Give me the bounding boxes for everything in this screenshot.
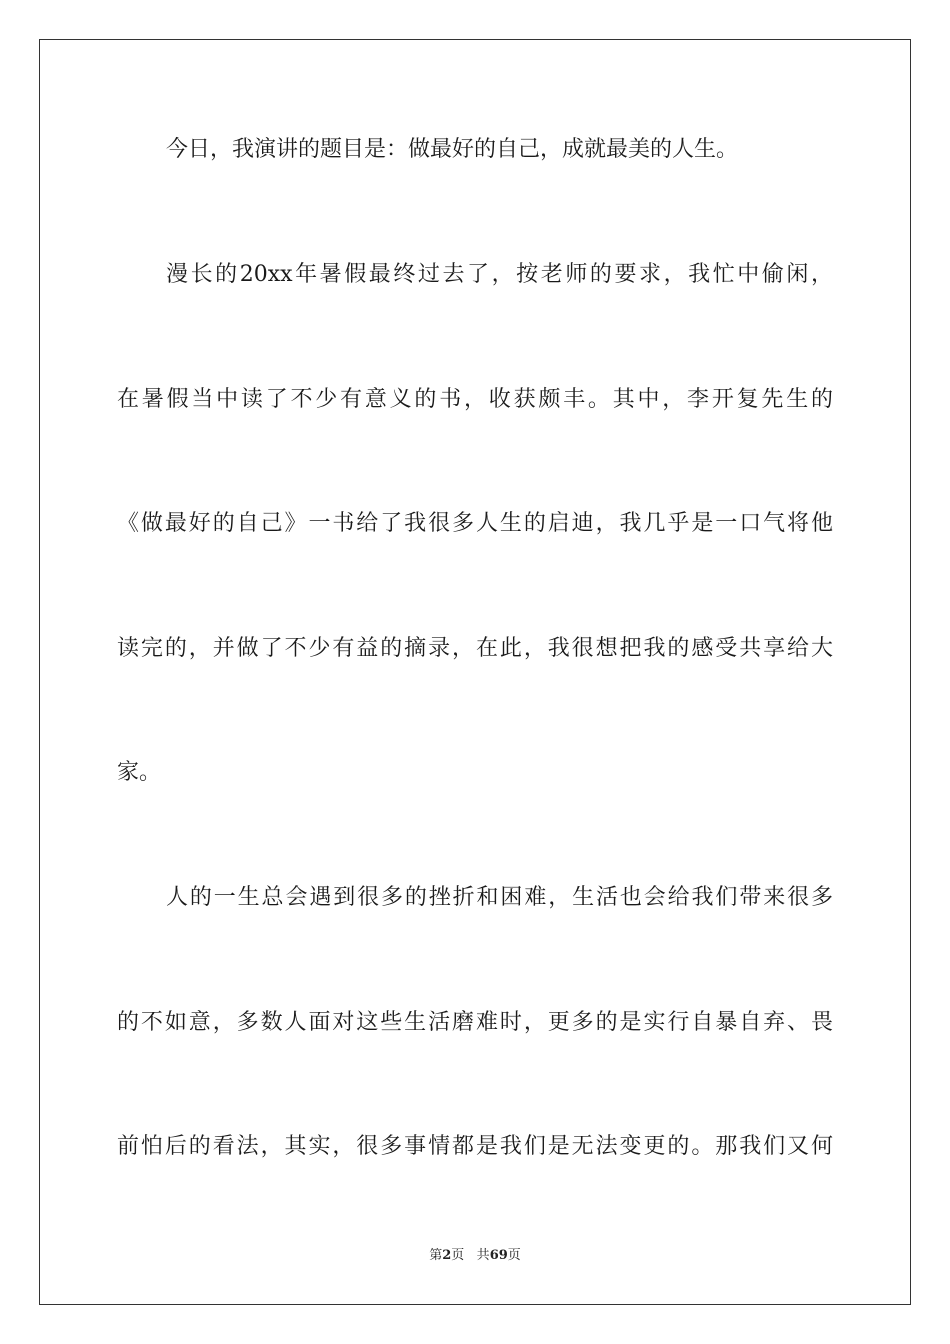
footer-page-number: 2 [442,1248,452,1263]
paragraph-3-line-2: 的不如意，多数人面对这些生活磨难时，更多的是实行自暴自弃、畏 [117,1010,833,1035]
paragraph-1-line-1: 今日，我演讲的题目是：做最好的自己，成就最美的人生。 [166,137,739,162]
page-footer [0,1247,950,1265]
page-border [39,39,911,1305]
footer-page-suffix: 页 [451,1248,465,1263]
paragraph-2-line-1: 漫长的20xx年暑假最终过去了，按老师的要求，我忙中偷闲， [166,262,833,287]
footer-total-suffix: 页 [507,1248,521,1263]
paragraph-2-line-5: 家。 [117,760,162,785]
paragraph-2-line-4: 读完的，并做了不少有益的摘录，在此，我很想把我的感受共享给大 [117,636,833,661]
paragraph-3-line-1: 人的一生总会遇到很多的挫折和困难，生活也会给我们带来很多 [166,885,833,910]
paragraph-3-line-3: 前怕后的看法，其实，很多事情都是我们是无法变更的。那我们又何 [117,1134,833,1159]
paragraph-2-line-3: 《做最好的自己》一书给了我很多人生的启迪，我几乎是一口气将他 [117,511,833,536]
footer-page-prefix: 第 [429,1248,443,1263]
footer-total-prefix: 共 [476,1248,490,1263]
footer-total-pages: 69 [489,1248,508,1263]
paragraph-2-line-2: 在暑假当中读了不少有意义的书，收获颇丰。其中，李开复先生的 [117,387,833,412]
